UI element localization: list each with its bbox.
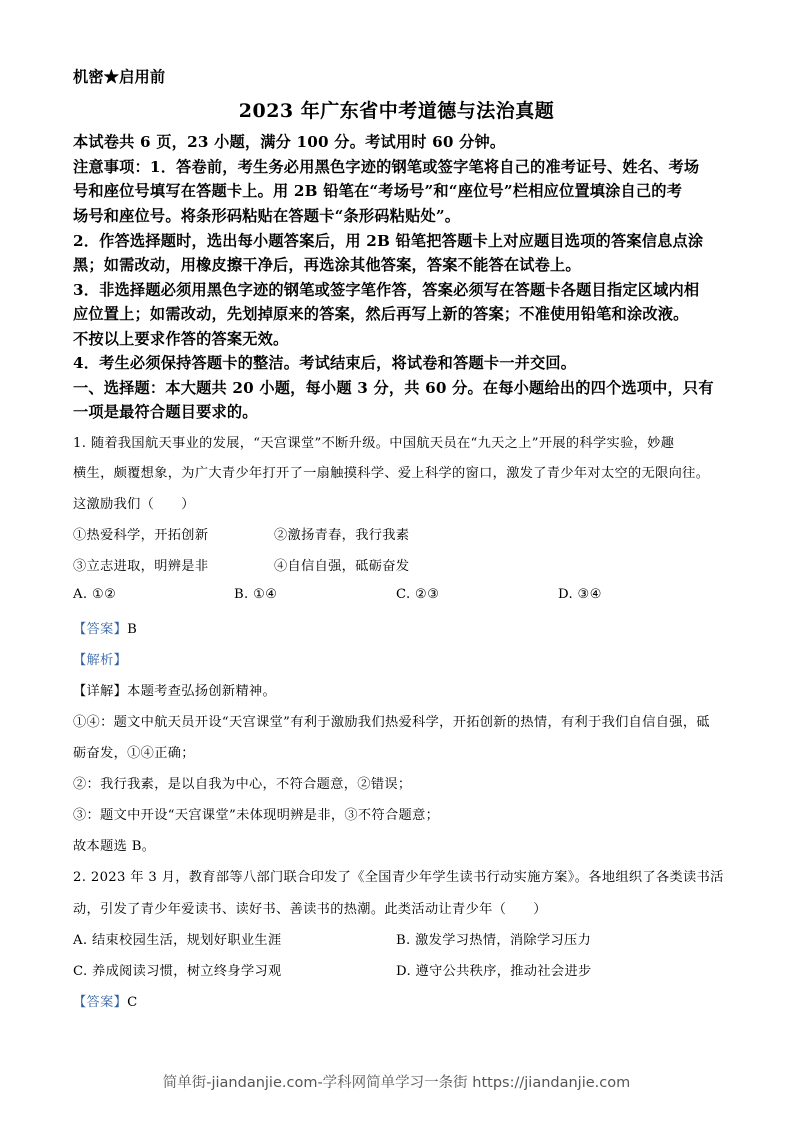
q1-option-b: B. ①④ bbox=[234, 587, 278, 602]
answer-tag: 【答案】 bbox=[73, 995, 128, 1010]
instruction-line: 场号和座位号。将条形码粘贴在答题卡“条形码粘贴处”。 bbox=[73, 207, 461, 225]
q1-explain-line: ②：我行我素，是以自我为中心，不符合题意，②错误； bbox=[73, 777, 412, 792]
q2-answer bbox=[73, 991, 138, 1010]
q2-option-d: D. 遵守公共秩序，推动社会进步 bbox=[396, 964, 592, 979]
q2-option-c: C. 养成阅读习惯，树立终身学习观 bbox=[73, 964, 282, 979]
instruction-line: 黑；如需改动，用橡皮擦干净后，再选涂其他答案，答案不能答在试卷上。 bbox=[73, 256, 581, 274]
instruction-line: 本试卷共 6 页，23 小题，满分 100 分。考试用时 60 分钟。 bbox=[73, 133, 506, 151]
q1-option-d: D. ③④ bbox=[558, 587, 602, 602]
page-title: 2023 年广东省中考道德与法治真题 bbox=[238, 100, 555, 122]
footer-watermark: 简单街-jiandanjie.com-学科网简单学习一条街 https://jiandanjie.com bbox=[162, 1075, 631, 1091]
instruction-line: 2．作答选择题时，选出每小题答案后，用 2B 铅笔把答题卡上对应题目选项的答案信息点涂 bbox=[73, 232, 704, 250]
answer-tag: 【答案】 bbox=[73, 622, 128, 637]
detail-text: 本题考查弘扬创新精神。 bbox=[127, 684, 277, 699]
q2-stem-line: 动，引发了青少年爱读书、读好书、善读书的热潮。此类活动让青少年（ ） bbox=[73, 902, 547, 917]
answer-value: C bbox=[127, 995, 138, 1010]
q1-option-a: A. ①② bbox=[73, 587, 117, 602]
section-heading: 一项是最符合题目要求的。 bbox=[73, 403, 258, 421]
q2-option-b: B. 激发学习热情，消除学习压力 bbox=[396, 933, 592, 948]
detail-tag: 【详解】 bbox=[73, 684, 128, 699]
instruction-line: 3．非选择题必须用黑色字迹的钢笔或签字笔作答，答案必须写在答题卡各题目指定区域内相 bbox=[73, 281, 700, 299]
analysis-tag: 【解析】 bbox=[73, 653, 128, 668]
q1-explain-line: ①④：题文中航天员开设“天宫课堂”有利于激励我们热爱科学，开拓创新的热情，有利于我们自信自强，砥 bbox=[73, 715, 710, 730]
instruction-line: 不按以上要求作答的答案无效。 bbox=[73, 330, 289, 348]
section-heading: 一、选择题：本大题共 20 小题，每小题 3 分，共 60 分。在每小题给出的四个选项中，只有 bbox=[73, 379, 714, 397]
instruction-line: 应位置上；如需改动，先划掉原来的答案，然后再写上新的答案；不准使用铅笔和涂改液。 bbox=[73, 305, 689, 323]
q1-answer bbox=[73, 618, 137, 637]
answer-value: B bbox=[127, 622, 138, 637]
q1-statement: ①热爱科学，开拓创新 bbox=[73, 528, 209, 543]
q1-explain-line: 砺奋发，①④正确； bbox=[73, 746, 195, 761]
instruction-line: 号和座位号填写在答题卡上。用 2B 铅笔在“考场号”和“座位号”栏相应位置填涂自己的考 bbox=[73, 182, 683, 200]
q2-stem-line: 2. 2023 年 3 月，教育部等八部门联合印发了《全国青少年学生读书行动实施方案》。各地组织了各类读书活 bbox=[73, 870, 724, 885]
q1-stem-line: 这激励我们（ ） bbox=[73, 497, 195, 512]
q1-statement: ③立志进取，明辨是非 bbox=[73, 559, 209, 574]
q1-explain-line: 故本题选 B。 bbox=[73, 839, 156, 854]
q1-explain-line: ③：题文中开设“天宫课堂”未体现明辨是非，③不符合题意； bbox=[73, 808, 440, 823]
q2-option-a: A. 结束校园生活，规划好职业生涯 bbox=[73, 933, 282, 948]
q1-option-c: C. ②③ bbox=[396, 587, 440, 602]
q1-statement: ④自信自强，砥砺奋发 bbox=[274, 559, 410, 574]
q1-stem-line: 1. 随着我国航天事业的发展，“天宫课堂”不断升级。中国航天员在“九天之上”开展的科学实验，妙趣 bbox=[73, 436, 675, 451]
q1-statement: ②激扬青春，我行我素 bbox=[274, 528, 410, 543]
q1-detail bbox=[73, 680, 276, 699]
confidential-label: 机密★启用前 bbox=[73, 68, 166, 86]
q1-stem-line: 横生，颇覆想象，为广大青少年打开了一扇触摸科学、爱上科学的窗口，激发了青少年对太空的无限向往。 bbox=[73, 466, 710, 481]
instruction-line: 4．考生必须保持答题卡的整洁。考试结束后，将试卷和答题卡一并交回。 bbox=[73, 354, 577, 372]
instruction-line: 注意事项：1．答卷前，考生务必用黑色字迹的钢笔或签字笔将自己的准考证号、姓名、考场 bbox=[73, 158, 700, 176]
